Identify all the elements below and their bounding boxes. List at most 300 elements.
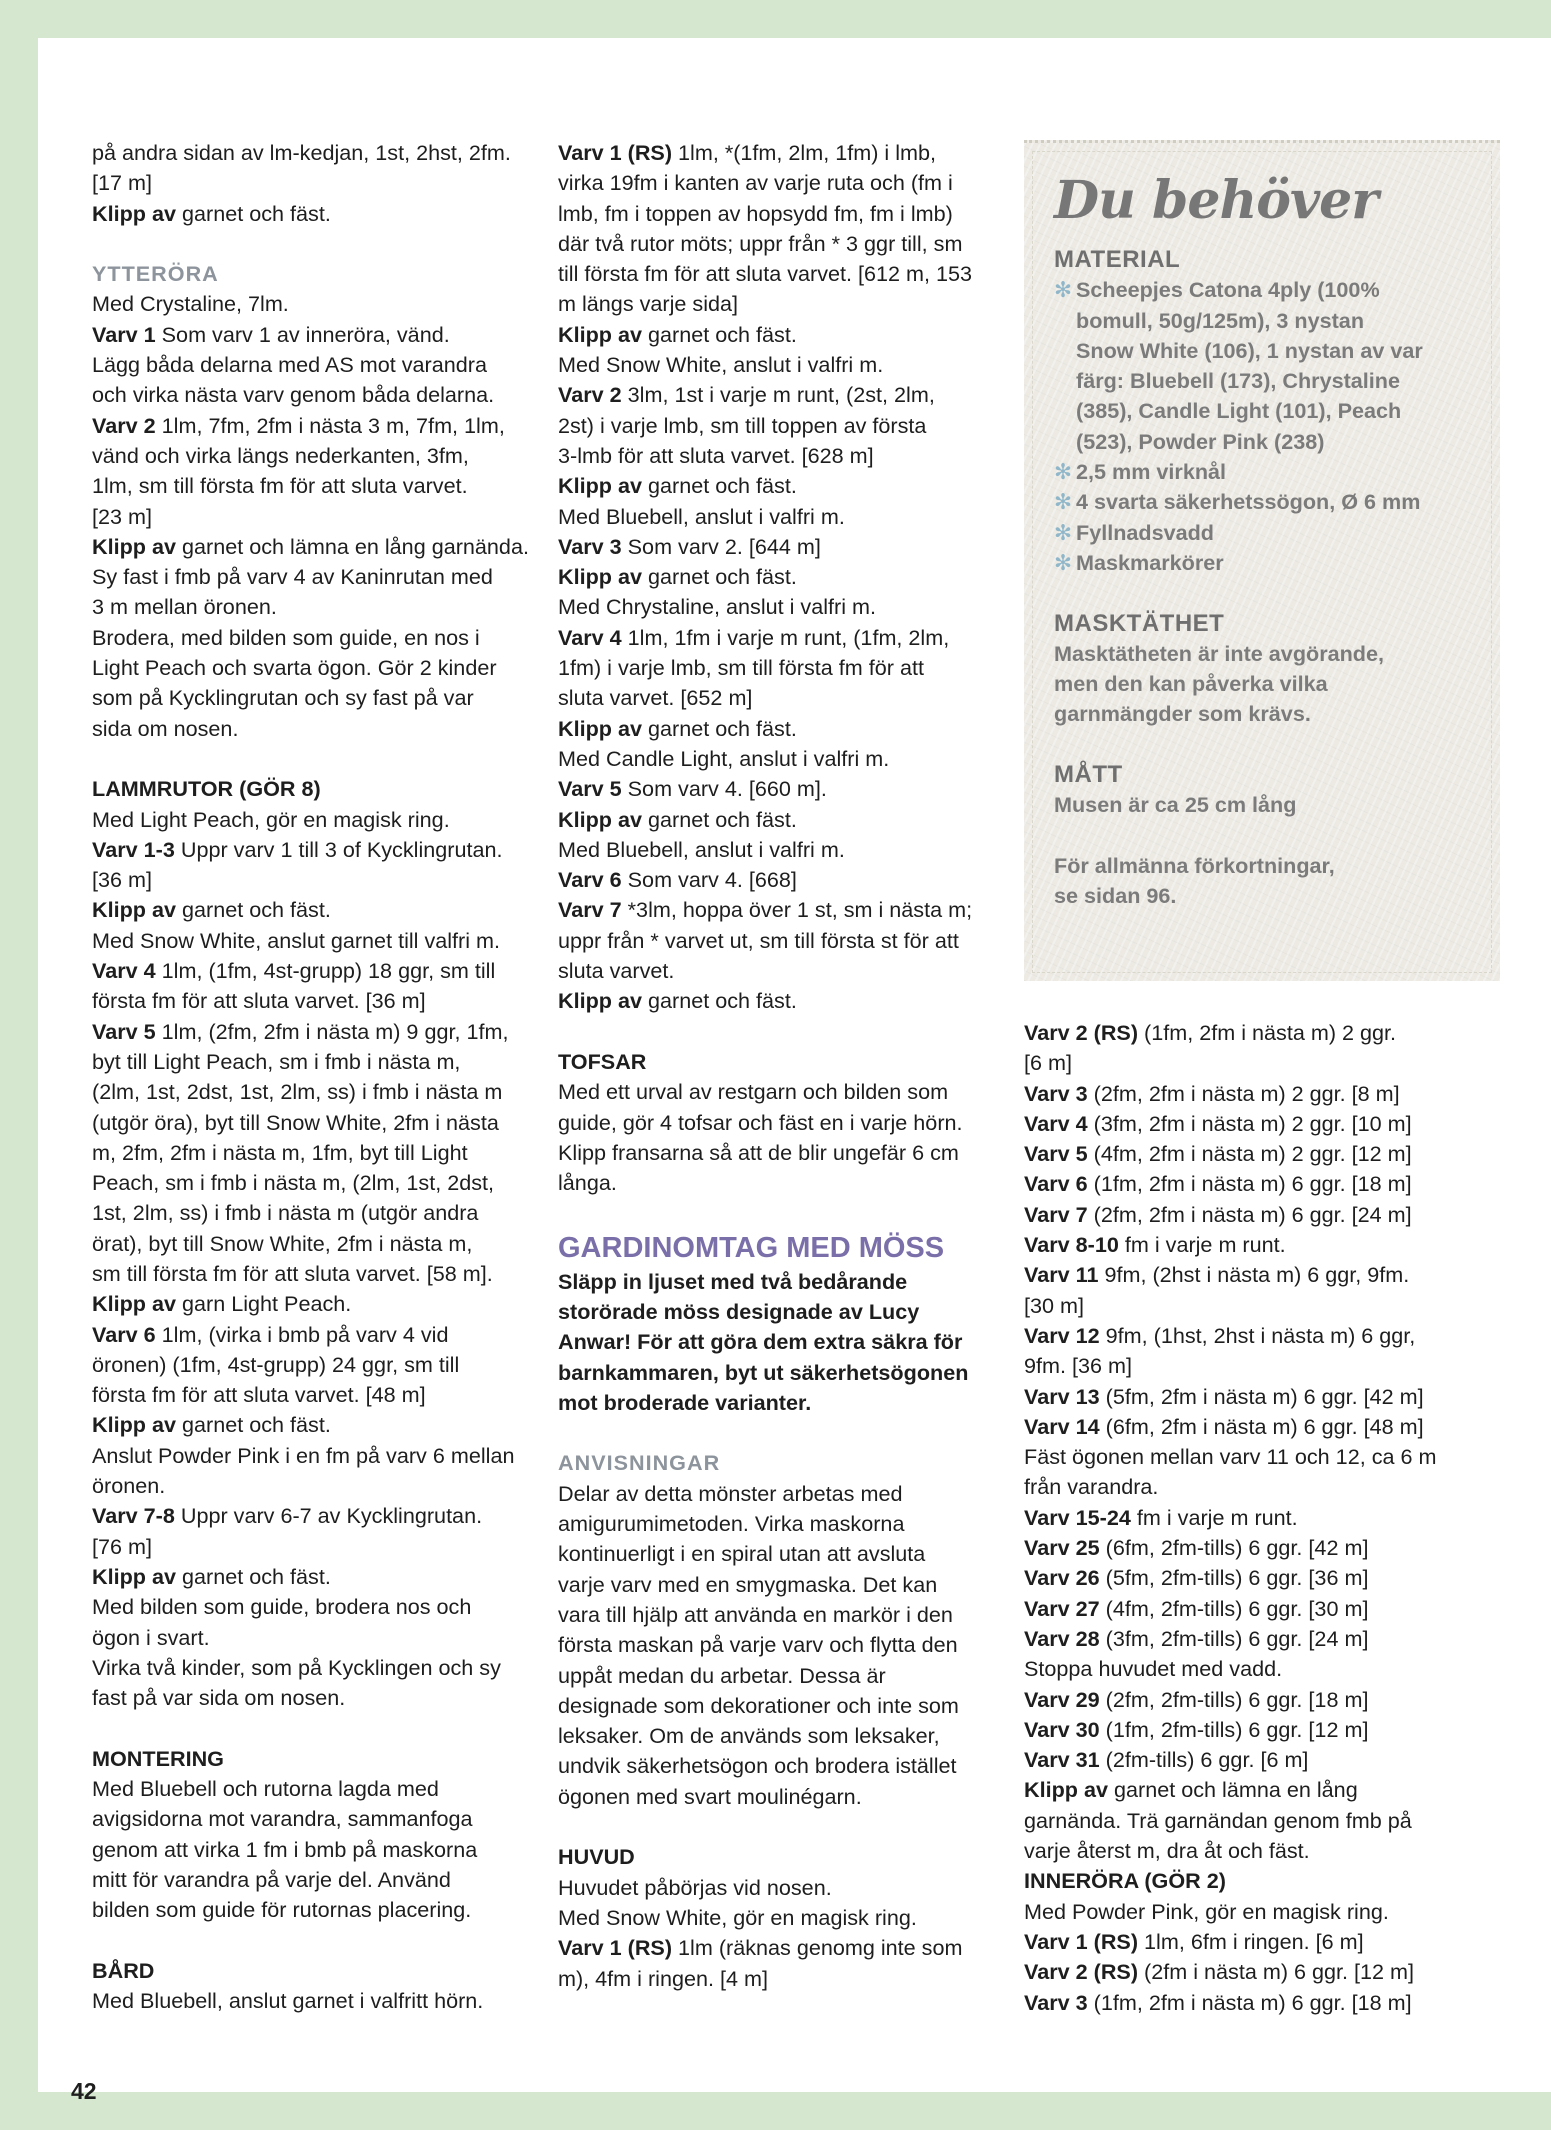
- row-text: Som varv 2. [644 m]: [621, 533, 821, 559]
- row-text: Med Snow White, gör en magisk ring.: [558, 1904, 917, 1930]
- text-line: [558, 744, 1033, 774]
- row-text: Med Light Peach, gör en magisk ring.: [92, 806, 450, 832]
- text-line: [558, 532, 1033, 562]
- text-line: [1024, 1442, 1494, 1472]
- section-heading: BÅRD: [92, 1957, 155, 1983]
- text-line: [1024, 1472, 1494, 1502]
- spacer: [558, 1812, 1033, 1842]
- row-label: Varv 6: [92, 1321, 156, 1347]
- row-label: Varv 3: [558, 533, 622, 559]
- text-line: [1024, 1200, 1494, 1230]
- row-label: Klipp av: [558, 564, 642, 590]
- text-line: [1024, 1715, 1494, 1745]
- row-text: (2fm-tills) 6 ggr. [6 m]: [1099, 1747, 1309, 1773]
- text-line: [558, 411, 1033, 441]
- row-text: Med Bluebell, anslut i valfri m.: [558, 836, 845, 862]
- text-line: [92, 1108, 567, 1138]
- text-line: [1024, 1927, 1494, 1957]
- text-line: [92, 1623, 567, 1653]
- row-text: Med Candle Light, anslut i valfri m.: [558, 745, 890, 771]
- row-text: garnet och fäst.: [176, 1563, 331, 1589]
- text-line: [92, 1017, 567, 1047]
- text-line: [92, 502, 567, 532]
- page-number: 42: [71, 2078, 97, 2104]
- row-text: (6fm, 2fm i nästa m) 6 ggr. [48 m]: [1099, 1413, 1424, 1439]
- row-text: Som varv 4. [660 m].: [621, 776, 827, 802]
- text-line: [92, 1895, 567, 1925]
- box-line: Musen är ca 25 cm lång: [1054, 792, 1297, 818]
- text-line: [558, 562, 1033, 592]
- text-line: [1024, 1806, 1494, 1836]
- row-text: (4fm, 2fm-tills) 6 ggr. [30 m]: [1099, 1595, 1369, 1621]
- row-label: Varv 5: [1024, 1141, 1088, 1167]
- row-text: (2fm, 2fm i nästa m) 2 ggr. [8 m]: [1087, 1080, 1400, 1106]
- material-line: färg: Bluebell (173), Chrystaline: [1076, 368, 1400, 394]
- text-line: [1024, 1048, 1494, 1078]
- row-text: vara till hjälp att använda en markör i den: [558, 1601, 953, 1627]
- material-line: bomull, 50g/125m), 3 nystan: [1076, 307, 1365, 333]
- row-text: Uppr varv 1 till 3 of Kycklingrutan.: [174, 836, 503, 862]
- row-text: undvik säkerhetsögon och brodera istället: [558, 1753, 957, 1779]
- row-label: Klipp av: [92, 533, 176, 559]
- text-line: [92, 1501, 567, 1531]
- spacer: [92, 744, 567, 774]
- row-text: där två rutor möts; uppr från * 3 ggr till, sm: [558, 230, 963, 256]
- row-label: Varv 1 (RS): [558, 140, 673, 165]
- row-label: Varv 3: [1024, 1989, 1088, 2015]
- text-line: [1024, 1109, 1494, 1139]
- text-line: [92, 411, 567, 441]
- row-text: och virka nästa varv genom båda delarna.: [92, 382, 495, 408]
- row-text: Fäst ögonen mellan varv 11 och 12, ca 6 m: [1024, 1444, 1437, 1470]
- row-label: Varv 25: [1024, 1535, 1100, 1561]
- text-line: [92, 1774, 567, 1804]
- text-line: [558, 774, 1033, 804]
- row-label: Klipp av: [92, 1412, 176, 1438]
- text-line: [92, 1592, 567, 1622]
- row-label: Varv 2: [558, 382, 622, 408]
- row-label: Varv 26: [1024, 1565, 1100, 1591]
- spacer: [558, 1418, 1033, 1448]
- row-text: designade som dekorationer och inte som: [558, 1692, 959, 1718]
- row-text: öronen.: [92, 1473, 166, 1499]
- row-label: Varv 2 (RS): [1024, 1020, 1139, 1045]
- text-line: [558, 1691, 1033, 1721]
- text-line: [1024, 1685, 1494, 1715]
- text-line: [1024, 1563, 1494, 1593]
- lead-text: barnkammaren, byt ut säkerhetsögonen: [558, 1359, 969, 1385]
- bullet-star-icon: ✻: [1054, 277, 1073, 303]
- column-2: [558, 138, 1033, 1994]
- text-line: [92, 1259, 567, 1289]
- row-label: Varv 8-10: [1024, 1232, 1119, 1258]
- text-line: [558, 1570, 1033, 1600]
- text-line: [558, 1964, 1033, 1994]
- row-label: Klipp av: [558, 806, 642, 832]
- row-label: Varv 31: [1024, 1747, 1100, 1773]
- box-line: men den kan påverka vilka: [1054, 671, 1328, 697]
- text-line: [92, 623, 567, 653]
- text-line: [92, 1986, 567, 2016]
- text-line: [558, 986, 1033, 1016]
- lead-text: mot broderade varianter.: [558, 1389, 812, 1415]
- bullet-star-icon: ✻: [1054, 459, 1073, 485]
- row-text: garnet och fäst.: [642, 715, 797, 741]
- text-line: [92, 168, 567, 198]
- spacer: [92, 229, 567, 259]
- row-text: kontinuerligt i en spiral utan att avsluta: [558, 1541, 926, 1567]
- row-label: Klipp av: [558, 321, 642, 347]
- text-line: [1024, 1897, 1494, 1927]
- size-text: [1054, 790, 1484, 820]
- spacer: [92, 1926, 567, 1956]
- spacer: [92, 1713, 567, 1743]
- row-text: örat), byt till Snow White, 2fm i nästa m,: [92, 1230, 473, 1256]
- row-text: (3fm, 2fm i nästa m) 2 ggr. [10 m]: [1087, 1110, 1412, 1136]
- box-line: se sidan 96.: [1054, 883, 1177, 909]
- row-text: uppåt medan du arbetar. Dessa är: [558, 1662, 886, 1688]
- material-heading: MATERIAL: [1054, 246, 1181, 273]
- row-label: Klipp av: [92, 1291, 176, 1317]
- text-line: [558, 229, 1033, 259]
- text-line: [92, 1835, 567, 1865]
- text-line: [92, 320, 567, 350]
- text-line: [92, 1410, 567, 1440]
- text-line: [558, 1509, 1033, 1539]
- row-text: 1lm (räknas genomg inte som: [672, 1935, 963, 1961]
- text-line: [558, 289, 1033, 319]
- row-text: m, 2fm, 2fm i nästa m, 1fm, byt till Light: [92, 1139, 468, 1165]
- row-text: (1fm, 2fm i nästa m) 6 ggr. [18 m]: [1087, 1171, 1412, 1197]
- row-text: garnet och fäst.: [176, 200, 331, 226]
- row-text: m längs varje sida]: [558, 291, 739, 317]
- text-line: [558, 1661, 1033, 1691]
- row-label: Klipp av: [92, 200, 176, 226]
- row-text: 1lm, 6fm i ringen. [6 m]: [1138, 1928, 1364, 1954]
- row-text: fm i varje m runt.: [1118, 1232, 1286, 1258]
- text-line: [1024, 1382, 1494, 1412]
- row-text: 1lm, (2fm, 2fm i nästa m) 9 ggr, 1fm,: [155, 1018, 509, 1044]
- row-text: Uppr varv 6-7 av Kycklingrutan.: [174, 1503, 483, 1529]
- row-text: (5fm, 2fm-tills) 6 ggr. [36 m]: [1099, 1565, 1369, 1591]
- text-line: [558, 623, 1033, 653]
- lead-text: Släpp in ljuset med två bedårande: [558, 1268, 908, 1294]
- row-text: på andra sidan av lm-kedjan, 1st, 2hst, 2fm.: [92, 140, 511, 165]
- text-line: [558, 653, 1033, 683]
- row-text: garnet och lämna en lång: [1108, 1777, 1358, 1803]
- row-text: Brodera, med bilden som guide, en nos i: [92, 624, 480, 650]
- row-label: Varv 6: [1024, 1171, 1088, 1197]
- row-text: 1fm) i varje lmb, sm till första fm för att: [558, 655, 924, 681]
- row-text: [76 m]: [92, 1533, 153, 1559]
- text-line: [1024, 1260, 1494, 1290]
- row-text: m), 4fm i ringen. [4 m]: [558, 1965, 768, 1991]
- text-line: [92, 714, 567, 744]
- row-text: Med Bluebell, anslut i valfri m.: [558, 503, 845, 529]
- text-line: [92, 1441, 567, 1471]
- row-text: vänd och virka längs nederkanten, 3fm,: [92, 442, 469, 468]
- text-line: [92, 1138, 567, 1168]
- row-label: Varv 27: [1024, 1595, 1100, 1621]
- bullet-star-icon: ✻: [1054, 519, 1073, 545]
- row-text: garnet och fäst.: [642, 564, 797, 590]
- row-text: från varandra.: [1024, 1474, 1159, 1500]
- text-line: [92, 683, 567, 713]
- text-line: [1024, 1533, 1494, 1563]
- row-text: sluta varvet.: [558, 958, 675, 984]
- material-item: [1054, 457, 1484, 487]
- row-text: (4fm, 2fm i nästa m) 2 ggr. [12 m]: [1087, 1141, 1412, 1167]
- text-line: [558, 1479, 1033, 1509]
- text-line: [558, 1539, 1033, 1569]
- row-text: garnet och fäst.: [642, 321, 797, 347]
- text-line: [558, 1077, 1033, 1107]
- text-line: [558, 865, 1033, 895]
- row-text: 1lm, sm till första fm för att sluta varvet.: [92, 473, 468, 499]
- row-text: Med Powder Pink, gör en magisk ring.: [1024, 1898, 1389, 1924]
- row-text: garnet och fäst.: [642, 806, 797, 832]
- row-text: Som varv 1 av inneröra, vänd.: [155, 321, 450, 347]
- text-line: [558, 350, 1033, 380]
- material-item: [1054, 275, 1484, 457]
- row-text: första fm för att sluta varvet. [36 m]: [92, 988, 426, 1014]
- text-line: [1024, 1745, 1494, 1775]
- text-line: [92, 289, 567, 319]
- box-line: För allmänna förkortningar,: [1054, 852, 1335, 878]
- text-line: [1024, 1775, 1494, 1805]
- spacer: [558, 1198, 1033, 1228]
- row-text: garn Light Peach.: [176, 1291, 352, 1317]
- row-text: Virka två kinder, som på Kycklingen och sy: [92, 1654, 501, 1680]
- text-line: [1024, 1351, 1494, 1381]
- text-line: [558, 138, 1033, 168]
- text-line: [558, 926, 1033, 956]
- row-label: Varv 30: [1024, 1716, 1100, 1742]
- row-text: bilden som guide för rutornas placering.: [92, 1897, 472, 1923]
- row-label: Varv 6: [558, 867, 622, 893]
- row-text: 1st, 2lm, ss) i fmb i nästa m (utgör andra: [92, 1200, 479, 1226]
- row-label: Varv 2 (RS): [1024, 1959, 1139, 1985]
- text-line: [1024, 1139, 1494, 1169]
- section-heading: INNERÖRA (GÖR 2): [1024, 1868, 1226, 1894]
- row-text: långa.: [558, 1170, 617, 1196]
- text-line: [558, 835, 1033, 865]
- text-line: [558, 1721, 1033, 1751]
- text-line: [558, 320, 1033, 350]
- text-line: [1024, 1957, 1494, 1987]
- text-line: [558, 1600, 1033, 1630]
- text-line: [92, 1350, 567, 1380]
- row-text: (5fm, 2fm i nästa m) 6 ggr. [42 m]: [1099, 1383, 1424, 1409]
- text-line: [92, 471, 567, 501]
- text-line: [92, 1653, 567, 1683]
- row-text: avigsidorna mot varandra, sammanfoga: [92, 1806, 473, 1832]
- row-label: Varv 7-8: [92, 1503, 175, 1529]
- row-text: garnet och fäst.: [176, 897, 331, 923]
- row-text: 1lm, 7fm, 2fm i nästa 3 m, 7fm, 1lm,: [155, 412, 505, 438]
- lead-text: storörade möss designade av Lucy: [558, 1298, 920, 1324]
- row-text: 9fm. [36 m]: [1024, 1353, 1133, 1379]
- row-label: Klipp av: [92, 1563, 176, 1589]
- section-heading: LAMMRUTOR (GÖR 8): [92, 776, 321, 802]
- row-text: lmb, fm i toppen av hopsydd fm, fm i lmb): [558, 200, 953, 226]
- row-text: (1fm, 2fm-tills) 6 ggr. [12 m]: [1099, 1716, 1369, 1742]
- text-line: [1024, 1624, 1494, 1654]
- row-text: Med Bluebell, anslut garnet i valfritt hörn.: [92, 1988, 484, 2014]
- row-label: Varv 5: [558, 776, 622, 802]
- text-line: [92, 956, 567, 986]
- text-line: [92, 138, 567, 168]
- row-text: amigurumimetoden. Virka maskorna: [558, 1511, 905, 1537]
- row-label: Varv 3: [1024, 1080, 1088, 1106]
- text-line: [558, 714, 1033, 744]
- row-text: (3fm, 2fm-tills) 6 ggr. [24 m]: [1099, 1625, 1369, 1651]
- row-text: Stoppa huvudet med vadd.: [1024, 1656, 1283, 1682]
- text-line: [1024, 1230, 1494, 1260]
- text-line: [1024, 1079, 1494, 1109]
- text-line: [92, 1865, 567, 1895]
- row-text: byt till Light Peach, sm i fmb i nästa m,: [92, 1048, 461, 1074]
- material-line: (523), Powder Pink (238): [1076, 428, 1325, 454]
- text-line: [558, 259, 1033, 289]
- spacer: [558, 1017, 1033, 1047]
- text-line: [558, 1873, 1033, 1903]
- text-line: [92, 1168, 567, 1198]
- box-line: Masktätheten är inte avgörande,: [1054, 640, 1385, 666]
- row-text: sida om nosen.: [92, 715, 239, 741]
- size-heading: MÅTT: [1054, 761, 1123, 789]
- row-label: Varv 7: [558, 897, 622, 923]
- text-line: [92, 199, 567, 229]
- material-line: 4 svarta säkerhetssögon, Ø 6 mm: [1076, 489, 1421, 515]
- row-text: garnet och fäst.: [642, 473, 797, 499]
- text-line: [92, 1562, 567, 1592]
- text-line: [92, 1683, 567, 1713]
- row-text: 9fm, (2hst i nästa m) 6 ggr, 9fm.: [1098, 1262, 1410, 1288]
- bullet-star-icon: ✻: [1054, 549, 1073, 575]
- section-heading: YTTERÖRA: [92, 261, 219, 287]
- row-text: [6 m]: [1024, 1050, 1072, 1076]
- material-list: [1054, 275, 1484, 578]
- text-line: [92, 926, 567, 956]
- row-text: guide, gör 4 tofsar och fäst en i varje hörn.: [558, 1109, 963, 1135]
- material-line: 2,5 mm virknål: [1076, 459, 1227, 485]
- text-line: [92, 895, 567, 925]
- text-line: [1024, 1321, 1494, 1351]
- row-text: varje återst m, dra åt och fäst.: [1024, 1838, 1310, 1864]
- row-text: [36 m]: [92, 867, 153, 893]
- row-text: [30 m]: [1024, 1292, 1085, 1318]
- box-title: Du behöver: [1054, 170, 1378, 231]
- section-heading: HUVUD: [558, 1844, 635, 1870]
- text-line: [92, 1198, 567, 1228]
- row-text: 1lm, (virka i bmb på varv 4 vid: [155, 1321, 449, 1347]
- lead-text: Anwar! För att göra dem extra säkra för: [558, 1329, 963, 1355]
- section-heading: TOFSAR: [558, 1048, 647, 1074]
- row-text: garnet och fäst.: [176, 1412, 331, 1438]
- gauge-text: [1054, 639, 1484, 730]
- row-text: Med ett urval av restgarn och bilden som: [558, 1079, 949, 1105]
- text-line: [558, 1751, 1033, 1781]
- text-line: [558, 1782, 1033, 1812]
- row-text: Med Crystaline, 7lm.: [92, 291, 289, 317]
- row-label: Varv 1-3: [92, 836, 175, 862]
- row-text: Som varv 4. [668]: [621, 867, 797, 893]
- row-text: varje varv med en smygmaska. Det kan: [558, 1571, 938, 1597]
- row-text: (2fm i nästa m) 6 ggr. [12 m]: [1138, 1959, 1415, 1985]
- text-line: [558, 199, 1033, 229]
- row-text: garnet och fäst.: [642, 988, 797, 1014]
- row-text: Anslut Powder Pink i en fm på varv 6 mellan: [92, 1442, 515, 1468]
- abbreviation-note: [1054, 851, 1484, 912]
- text-line: [92, 532, 567, 562]
- row-text: leksaker. Om de används som leksaker,: [558, 1723, 940, 1749]
- row-text: Klipp fransarna så att de blir ungefär 6 cm: [558, 1139, 959, 1165]
- text-line: [92, 1471, 567, 1501]
- text-line: [1024, 1654, 1494, 1684]
- row-label: Varv 29: [1024, 1686, 1100, 1712]
- text-line: [92, 986, 567, 1016]
- row-text: ögonen med svart moulinégarn.: [558, 1783, 862, 1809]
- row-text: [23 m]: [92, 503, 153, 529]
- row-text: Light Peach och svarta ögon. Gör 2 kinder: [92, 655, 497, 681]
- row-text: (6fm, 2fm-tills) 6 ggr. [42 m]: [1099, 1535, 1369, 1561]
- row-label: Klipp av: [92, 897, 176, 923]
- row-text: öronen) (1fm, 4st-grupp) 24 ggr, sm till: [92, 1351, 460, 1377]
- row-text: 1lm, 1fm i varje m runt, (1fm, 2lm,: [621, 624, 950, 650]
- row-text: 3-lmb för att sluta varvet. [628 m]: [558, 442, 874, 468]
- row-text: Peach, sm i fmb i nästa m, (2lm, 1st, 2dst,: [92, 1170, 495, 1196]
- text-line: [92, 1229, 567, 1259]
- column-3: [1024, 1018, 1494, 2018]
- material-line: Maskmarkörer: [1076, 549, 1224, 575]
- text-line: [1024, 1169, 1494, 1199]
- row-label: Klipp av: [558, 715, 642, 741]
- row-text: sm till första fm för att sluta varvet. [58 m].: [92, 1260, 493, 1286]
- row-text: [17 m]: [92, 170, 153, 196]
- row-text: (2fm, 2fm-tills) 6 ggr. [18 m]: [1099, 1686, 1369, 1712]
- row-label: Klipp av: [1024, 1777, 1108, 1803]
- box-line: garnmängder som krävs.: [1054, 701, 1311, 727]
- row-text: Med Bluebell och rutorna lagda med: [92, 1776, 439, 1802]
- row-label: Varv 2: [92, 412, 156, 438]
- page: [38, 38, 1551, 2104]
- row-text: Delar av detta mönster arbetas med: [558, 1480, 903, 1506]
- bullet-star-icon: ✻: [1054, 489, 1073, 515]
- row-text: garnet och lämna en lång garnända.: [176, 533, 529, 559]
- row-label: Varv 1: [92, 321, 156, 347]
- row-text: 1lm, (1fm, 4st-grupp) 18 ggr, sm till: [155, 958, 496, 984]
- row-label: Varv 7: [1024, 1201, 1088, 1227]
- row-text: 3 m mellan öronen.: [92, 594, 277, 620]
- text-line: [1024, 1018, 1494, 1048]
- material-item: [1054, 548, 1484, 578]
- row-text: 3lm, 1st i varje m runt, (2st, 2lm,: [621, 382, 935, 408]
- row-text: första maskan på varje varv och flytta den: [558, 1632, 958, 1658]
- row-label: Varv 13: [1024, 1383, 1100, 1409]
- row-text: garnända. Trä garnändan genom fmb på: [1024, 1807, 1412, 1833]
- text-line: [1024, 1988, 1494, 2018]
- row-text: till första fm för att sluta varvet. [612 m, 153: [558, 261, 973, 287]
- row-label: Varv 4: [92, 958, 156, 984]
- gauge-heading: MASKTÄTHET: [1054, 609, 1225, 637]
- row-label: Klipp av: [558, 988, 642, 1014]
- text-line: [92, 653, 567, 683]
- row-text: Sy fast i fmb på varv 4 av Kaninrutan med: [92, 564, 493, 590]
- text-line: [558, 1138, 1033, 1168]
- text-line: [92, 835, 567, 865]
- text-line: [92, 1380, 567, 1410]
